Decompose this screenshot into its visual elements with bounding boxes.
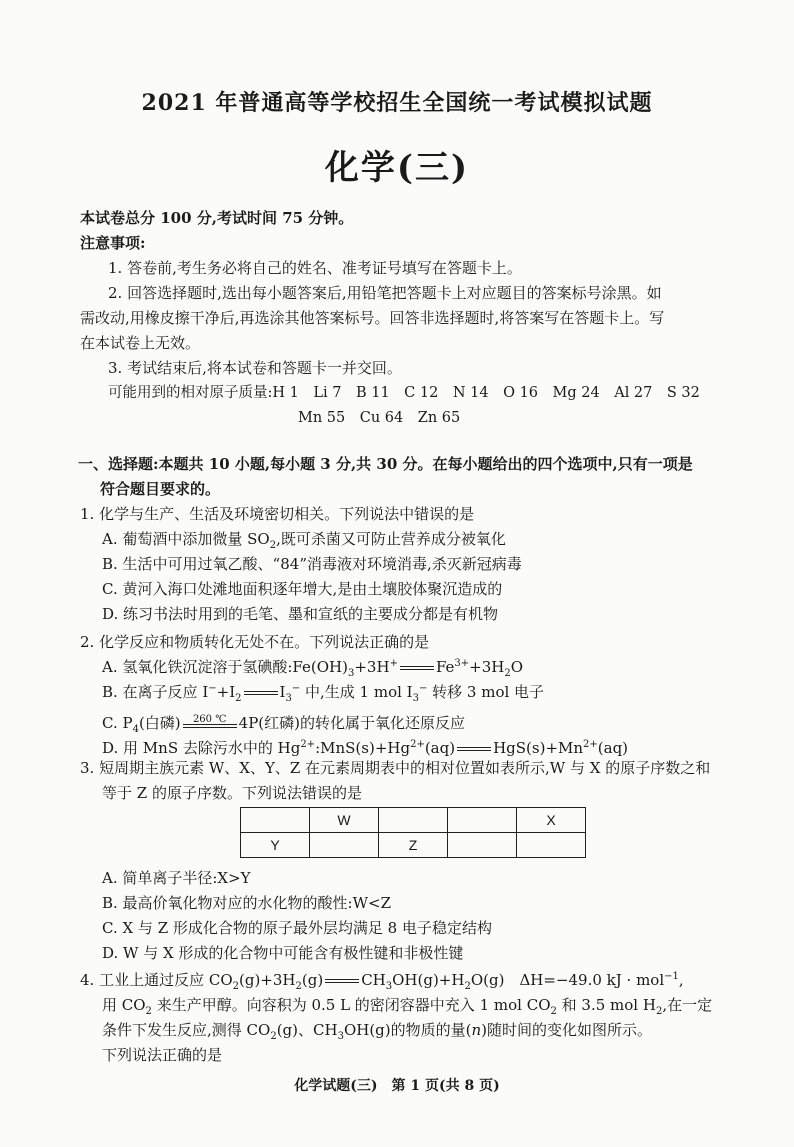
table-cell	[379, 808, 448, 833]
q2-option-c: C. $P_4$(白磷) 260 ℃ 4P(红磷)的转化属于氧化还原反应	[102, 714, 466, 735]
equals-sign-icon	[325, 979, 359, 983]
q3-stem-line2: 等于 Z 的原子序数。下列说法错误的是	[102, 784, 362, 802]
atomic-mass-line-1: 可能用到的相对原子质量:H 1 Li 7 B 11 C 12 N 14 O 16 Mg 24 Al 27 S 32	[108, 385, 700, 401]
q4-line4: 下列说法正确的是	[102, 1046, 223, 1064]
periodic-position-table	[240, 807, 586, 858]
q2-stem: 2. 化学反应和物质转化无处不在。下列说法正确的是	[80, 633, 430, 651]
equals-sign-icon	[244, 691, 278, 695]
q3-stem-line1: 3. 短周期主族元素 W、X、Y、Z 在元素周期表中的相对位置如表所示,W 与 X 的原子序数之和	[80, 759, 711, 777]
table-row	[241, 833, 586, 858]
table-cell: Z	[379, 833, 448, 858]
q3-option-a: A. 简单离子半径:X>Y	[102, 869, 251, 887]
question-3	[80, 756, 740, 806]
section1-heading-line1: 一、选择题:本题共 10 小题,每小题 3 分,共 30 分。在每小题给出的四个选项中,只有一项是	[78, 455, 693, 473]
table-cell	[448, 833, 517, 858]
atomic-mass-line-2: Mn 55 Cu 64 Zn 65	[298, 410, 461, 426]
q1-stem: 1. 化学与生产、生活及环境密切相关。下列说法中错误的是	[80, 505, 475, 523]
question-4	[80, 968, 750, 1068]
notice-2c: 在本试卷上无效。	[80, 334, 201, 352]
intro-section	[80, 206, 740, 431]
q1-option-d: D. 练习书法时用到的毛笔、墨和宣纸的主要成分都是有机物	[102, 605, 499, 623]
equals-sign-icon	[457, 747, 491, 751]
exam-title: 2021 年普通高等学校招生全国统一考试模拟试题	[141, 90, 653, 116]
question-3-options	[80, 866, 740, 966]
q4-line1: 4. 工业上通过反应 $CO_2(g)+3H_2(g)$ $CH_3OH(g)+H_2O(g)$ ΔH=−49.0 kJ · mol$^{-1}$,	[80, 971, 684, 992]
q2-option-d: D. 用 MnS 去除污水中的 $Hg^{2+}:MnS(s)+Hg^{2+}(aq)$ $HgS(s)+Mn^{2+}(aq)$	[102, 739, 629, 757]
q2-option-b: B. 在离子反应 $I^-+I_2$ $I_3^-$ 中,生成 1 mol $I_3^-$ 转移 3 mol 电子	[102, 683, 545, 704]
question-2	[80, 630, 740, 761]
notice-2b: 需改动,用橡皮擦干净后,再选涂其他答案标号。回答非选择题时,将答案写在答题卡上。写	[80, 309, 665, 327]
table-cell	[448, 808, 517, 833]
q4-line2: 用 $CO_2$ 来生产甲醇。向容积为 0.5 L 的密闭容器中充入 1 mol $CO_2$ 和 3.5 mol $H_2$,在一定	[102, 996, 713, 1017]
table-cell	[517, 833, 586, 858]
q3-option-b: B. 最高价氧化物对应的水化物的酸性:W<Z	[102, 894, 392, 912]
table-cell	[241, 808, 310, 833]
table-cell: Y	[241, 833, 310, 858]
equals-sign-icon	[400, 666, 434, 670]
notice-3: 3. 考试结束后,将本试卷和答题卡一并交回。	[108, 359, 402, 377]
reaction-condition-arrow-icon: 260 ℃	[181, 717, 239, 731]
question-1	[80, 502, 740, 627]
q1-option-c: C. 黄河入海口处滩地面积逐年增大,是由土壤胶体聚沉造成的	[102, 580, 503, 598]
table-cell	[310, 833, 379, 858]
page-footer: 化学试题(三) 第 1 页(共 8 页)	[294, 1078, 500, 1094]
q4-line3: 条件下发生反应,测得 $CO_2(g)$、$CH_3OH(g)$的物质的量(n)随时间的变化如图所示。	[102, 1021, 653, 1042]
q3-option-d: D. W 与 X 形成的化合物中可能含有极性键和非极性键	[102, 944, 464, 962]
section1-heading-line2: 符合题目要求的。	[100, 480, 221, 498]
q2-option-a: A. 氢氧化铁沉淀溶于氢碘酸$:Fe(OH)_3+3H^+$ $Fe^{3+}+3H_2O$	[102, 658, 524, 679]
q1-option-a: A. 葡萄酒中添加微量 $SO_2$,既可杀菌又可防止营养成分被氧化	[102, 530, 506, 551]
notice-heading: 注意事项:	[80, 234, 146, 252]
notice-2a: 2. 回答选择题时,选出每小题答案后,用铅笔把答题卡上对应题目的答案标号涂黑。如	[108, 284, 662, 302]
q3-option-c: C. X 与 Z 形成化合物的原子最外层均满足 8 电子稳定结构	[102, 919, 492, 937]
notice-1: 1. 答卷前,考生务必将自己的姓名、准考证号填写在答题卡上。	[108, 259, 522, 277]
subject-title: 化学(三)	[324, 148, 470, 188]
table-cell: W	[310, 808, 379, 833]
section1-heading	[78, 452, 748, 502]
q1-option-b: B. 生活中可用过氧乙酸、“84”消毒液对环境消毒,杀灭新冠病毒	[102, 555, 522, 573]
table-cell: X	[517, 808, 586, 833]
table-row	[241, 808, 586, 833]
time-note: 本试卷总分 100 分,考试时间 75 分钟。	[80, 209, 354, 227]
